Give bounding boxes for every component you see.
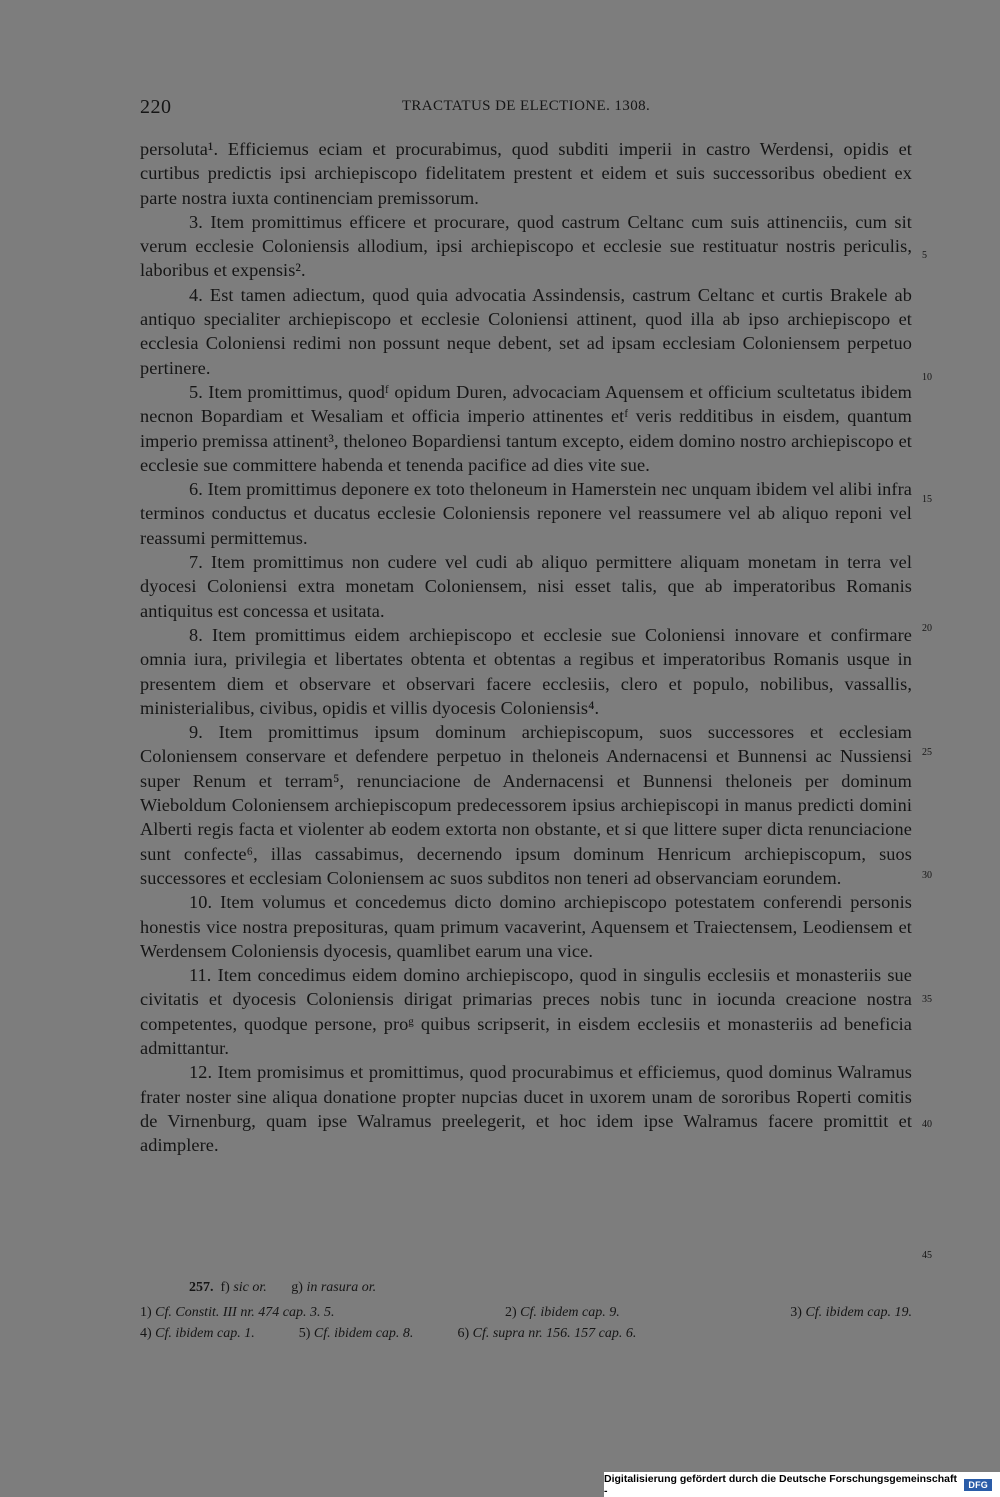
footnotes xyxy=(140,1277,912,1344)
textual-note-text: in rasura or. xyxy=(306,1280,377,1295)
textual-notes xyxy=(189,1277,912,1298)
paragraph-5: 5. Item promittimus, quodᶠ opidum Duren, advocaciam Aquensem et officium scultetatus ibidem necnon Bopardiam et Wesaliam et officia imperio attinentes etᶠ veris redditibus in eisdem, quantum imperio premissa attinent³, theloneo Bopardiensi tantum excepto, eidem domino nostro archiepiscopo et ecclesie sue committere habenda et tenenda pacifice ad dies vite sue. xyxy=(140,381,912,475)
funding-text: Digitalisierung gefördert durch die Deutsche Forschungsgemeinschaft - xyxy=(604,1472,957,1497)
footnote: 6) Cf. supra nr. 156. 157 cap. 6. xyxy=(457,1326,637,1341)
paragraph-3: 3. Item promittimus efficere et procurare, quod castrum Celtanc cum suis attinenciis, cum sit verum ecclesie Coloniensis allodium, ipsi archiepiscopo et ecclesie sue restituatur nostris periculis, laboribus et expensis². xyxy=(140,211,912,281)
footnote-line xyxy=(140,1323,912,1344)
footnote: 3) Cf. ibidem cap. 19. xyxy=(790,1305,912,1320)
paragraph-8: 8. Item promittimus eidem archiepiscopo et ecclesie sue Coloniensi innovare et confirmare omnia iura, privilegia et libertates obtenta et obtentas a regibus et imperatoribus Romanis usque in presentem diem et observare et observari facere ecclesiis, clero et populo, nobilibus, vassallis, ministerialibus, civibus, opidis et villis dyocesis Coloniensis⁴. xyxy=(140,624,912,718)
line-number: 5 xyxy=(922,250,927,261)
footnote: 5) Cf. ibidem cap. 8. xyxy=(298,1326,414,1341)
page-number: 220 xyxy=(140,96,172,118)
line-number: 40 xyxy=(922,1119,932,1130)
running-title: TRACTATUS DE ELECTIONE. 1308. xyxy=(401,98,651,114)
paragraph-7: 7. Item promittimus non cudere vel cudi ab aliquo permittere aliquam monetam in terra vel dyocesi Coloniensi extra monetam Coloniensem, nisi esset talis, que ab imperatoribus Romanis antiquitus est concessa et usitata. xyxy=(140,552,912,621)
paragraph-4: 4. Est tamen adiectum, quod quia advocatia Assindensis, castrum Celtanc et curtis Brakele ab antiquo specialiter archiepiscopo et ecclesie Coloniensi attinent, quod illa ab ipso archiepiscopo et ecclesia Coloniensi redimi non possunt neque debent, set ad ipsam ecclesiam Coloniensem perpetuo pertinere. xyxy=(140,284,912,378)
textual-note-text: sic or. xyxy=(233,1280,267,1295)
footnote: 2) Cf. ibidem cap. 9. xyxy=(505,1305,620,1320)
footnote-line xyxy=(140,1302,912,1323)
textual-note-mark: g) xyxy=(291,1280,303,1295)
line-number: 30 xyxy=(922,870,932,881)
dfg-logo-icon: DFG xyxy=(964,1479,992,1491)
line-number: 35 xyxy=(922,994,932,1005)
footnote: 4) Cf. ibidem cap. 1. xyxy=(140,1326,255,1341)
paragraph-6: 6. Item promittimus deponere ex toto theloneum in Hamerstein nec unquam ibidem vel alibi infra terminos conductus et ducatus ecclesie Coloniensis reponere vel reassumere vel ab aliquo reponi vel reassumi permittemus. xyxy=(140,479,912,548)
line-number: 45 xyxy=(922,1250,932,1261)
footnote: 1) Cf. Constit. III nr. 474 cap. 3. 5. xyxy=(140,1305,335,1320)
paragraph-11: 11. Item concedimus eidem domino archiepiscopo, quod in singulis ecclesiis et monasteriis sue civitatis et dyocesis Coloniensis dirigat primarias preces nobis tunc in iocunda creacione nostra competentes, quodque persone, proᵍ quibus scripserit, in eisdem ecclesiis et monasteriis ad beneficia admittantur. xyxy=(140,965,912,1058)
textual-note-mark: f) xyxy=(220,1280,230,1295)
paragraph-9: 9. Item promittimus ipsum dominum archiepiscopum, suos successores et ecclesiam Coloniensem conservare et defendere perpetuo in theloneis Andernacensi et Bunnensi ac Nussiensi super Renum et terram⁵, renunciacione de Andernacensi et Bunnensi theloneis per dominum Wieboldum Coloniensem archiepiscopum predecessorem ipsius archiepiscopi in manus predicti domini Alberti regis facta et violenter ab eodem extorta non obstante, et si que littere super dicta renunciacione sunt confecte⁶, illas cassabimus, decernendo ipsum dominum Henricum archiepiscopum, suos successores et ecclesiam Coloniensem ac suos subditos non teneri ad observanciam eorundem. xyxy=(140,722,912,888)
document-number: 257. xyxy=(189,1280,214,1295)
paragraph-10: 10. Item volumus et concedemus dicto domino archiepiscopo potestatem conferendi personis honestis vice nostra preposituras, quam primum vacaverint, Aquensem et Traiectensem, Leodiensem et Werdensem Coloniensis dyocesis, quamlibet earum una vice. xyxy=(140,892,912,961)
page-header xyxy=(140,96,912,126)
funding-footer xyxy=(604,1472,1000,1497)
line-number: 10 xyxy=(922,372,932,383)
line-number: 15 xyxy=(922,494,932,505)
line-number: 20 xyxy=(922,623,932,634)
body-text xyxy=(140,137,932,1261)
line-number: 25 xyxy=(922,747,932,758)
paragraph-continuation: persoluta¹. Efficiemus eciam et procurabimus, quod subditi imperii in castro Werdensi, opidis et curtibus predictis ipsi archiepiscopo fidelitatem prestent et eidem et suis successoribus obedient ex parte nostra iuxta continenciam premissorum. xyxy=(140,139,912,208)
paragraph-12: 12. Item promisimus et promittimus, quod procurabimus et efficiemus, quod dominus Walramus frater noster sine aliqua donatione propter nupcias ducet in uxorem unam de sororibus Roperti comitis de Virnenburg, quam ipse Walramus preelegerit, et hoc idem ipse Walramus facere promittit et adimplere. xyxy=(140,1062,912,1156)
